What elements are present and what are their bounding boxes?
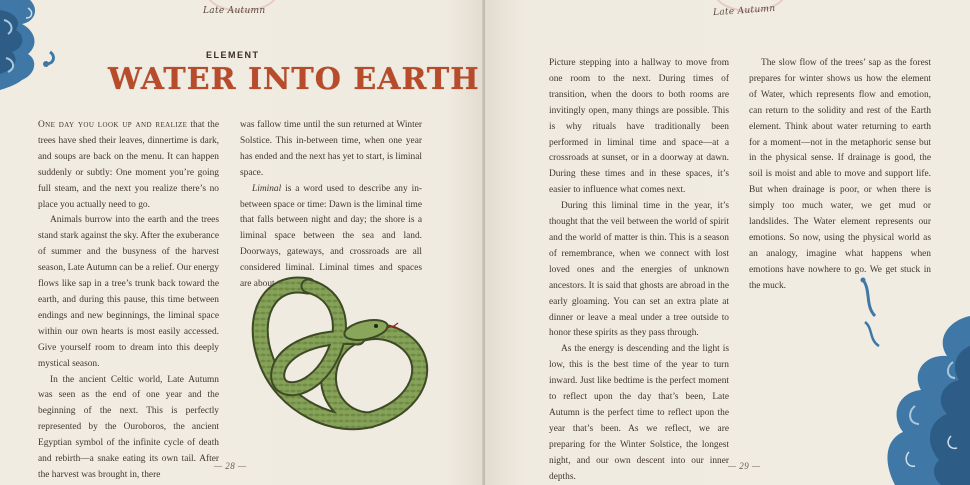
page-number-left: — 28 — — [214, 461, 247, 471]
left-page-column-1 — [38, 118, 219, 484]
element-label: ELEMENT — [206, 50, 260, 60]
water-swirl-top-left-illustration — [0, 0, 62, 92]
right-page-column-2 — [749, 56, 931, 295]
paragraph: was fallow time until the sun returned at Winter Solstice. This in-between time, when one year has ended and the next has yet to start, is liminal space. — [240, 120, 422, 178]
paragraph — [38, 118, 219, 213]
chapter-title: WATER INTO EARTH — [108, 62, 480, 97]
paragraph: Animals burrow into the earth and the trees stand stark against the sky. After the exuberance of summer and the busyness of the harvest season, Late Autumn can be a relief. Our energy flows like sap in a tree’s trunk back toward the earth, and during this pause, this time between endings and new beginnings, the liminal space within our own hearts is most easily accessed. Give yourself room to dream into this deeply mystical season. — [38, 215, 220, 369]
paragraph: Picture stepping into a hallway to move from one room to the next. During times of transition, when the doors to both rooms are invitingly open, many things are possible. This is why rituals have traditionally been performed in liminal time and space—at a crossroads at sunset, or in a doorway at dawn. During these times and in these spaces, it’s easier to influence what comes next. — [549, 58, 729, 196]
right-page-column-1 — [549, 56, 729, 485]
left-page-column-2 — [240, 118, 422, 293]
paragraph: As the energy is descending and the light is low, this is the best time of the year to turn inward. Just like bedtime is the perfect moment to reflect upon the day that’s been, Late Autumn is the perfect time to reflect upon the year that’s been. As we reflect, we are preparing for the Winter Solstice, the longest night, and our own descent into our inner depths. — [549, 344, 729, 482]
lead-in-smallcaps: One day you look up and realize — [38, 120, 188, 130]
paragraph: The slow flow of the trees’ sap as the forest prepares for winter shows us how the element of Water, which represents flow and emotion, can return to the solidity and rest of the Earth element. Think about water returning to earth for a moment—not in the metaphoric sense but in the physical sense. If drainage is good, the soil is moist and able to move and support life. But when drainage is poor, or when there is simply too much water, we get mud or landslides. The Water element represents our emotions. So now, using the physical world as an analogy, imagine what happens when emotions have nowhere to go. We get stuck in the muck. — [749, 58, 931, 291]
page-number-right: — 29 — — [728, 461, 761, 471]
right-page — [485, 0, 970, 485]
running-head-left: Late Autumn — [203, 6, 266, 16]
paragraph: In the ancient Celtic world, Late Autumn was seen as the end of one year and the beginning of the next. This is perfectly represented by the Ouroboros, the ancient Egyptian symbol of the infinite cycle of death and rebirth—a snake eating its own tail. After the harvest was brought in, there — [38, 374, 219, 480]
running-head-right: Late Autumn — [712, 3, 776, 19]
italic-term: Liminal — [252, 183, 282, 194]
water-swirl-bottom-right-illustration — [855, 276, 970, 485]
ouroboros-snake-illustration — [248, 268, 438, 438]
paragraph-text: that the trees have shed their leaves, dinnertime is dark, and soups are back on the menu. It can happen suddenly or subtly: One moment you’re going full steam, and the next you realize there’s no place you actually need to go. — [38, 120, 219, 210]
paragraph-text: is a word used to describe any in-between space or time: Dawn is the liminal time that falls between night and day; the shore is a liminal space between the sea and land. Doorways, gateways, and crossroads are all considered liminal. Liminal times and spaces are about transition. — [240, 183, 422, 290]
paragraph: During this liminal time in the year, it’s thought that the veil between the world of spirit and the world of matter is thin. This is a season of remembrance, when we connect with lost loved ones and the energies of unknown ancestors. It is said that ghosts are abroad in the early gloaming. You can set an extra plate at dinner or leave a meal under a tree outside to honor these spirits as they pass through. — [549, 201, 729, 339]
